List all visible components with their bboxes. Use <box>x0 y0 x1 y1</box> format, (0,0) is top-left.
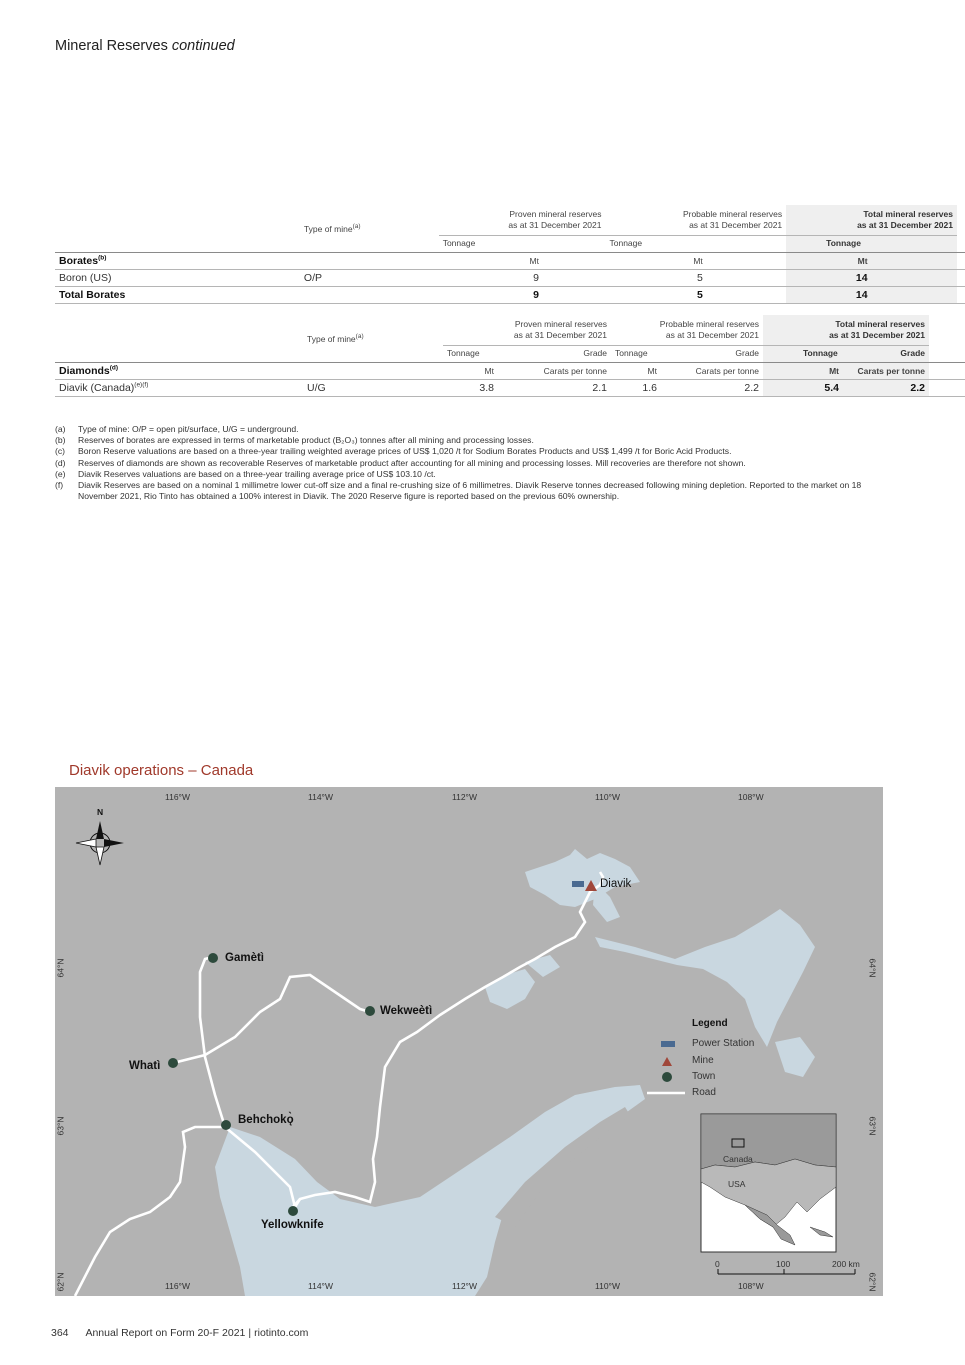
total-header: Total mineral reserves as at 31 December 2021 <box>786 205 957 235</box>
proven-unit-grade: Carats per tonne <box>543 365 607 376</box>
row-probable-grade: 2.2 <box>744 381 759 394</box>
compass-icon <box>76 821 124 865</box>
town-label-whati: Whatì <box>129 1060 161 1072</box>
row-name: Diavik (Canada)$^{(e)(f)}$ <box>59 381 149 394</box>
power-station-marker <box>572 881 584 887</box>
scale-label: 0 <box>715 1259 720 1269</box>
lon-label: 116°W <box>165 1281 190 1291</box>
diamonds-category: Diamonds$^{(d)}$ <box>59 364 119 377</box>
row-probable: 5 <box>696 271 703 284</box>
scale-label: 100 <box>776 1259 791 1269</box>
row-type: O/P <box>303 271 322 284</box>
road <box>173 975 370 1063</box>
proven-unit-mt: Mt <box>484 365 494 376</box>
legend-power-station-icon <box>661 1041 675 1047</box>
town-label-behchoko: Behchokǫ̀ <box>238 1114 294 1126</box>
row-total-tonnage: 5.4 <box>763 379 843 396</box>
footer-link[interactable]: riotinto.com <box>254 1327 309 1339</box>
row-proven-grade: 2.1 <box>592 381 607 394</box>
probable-unit-mt: Mt <box>647 365 657 376</box>
town-wekweeti <box>365 1006 375 1016</box>
total-row-probable: 5 <box>696 288 703 301</box>
type-of-mine-header: Type of mine$^{(a)}$ <box>307 333 364 344</box>
total-unit-mt: Mt <box>763 362 843 379</box>
total-unit-grade: Carats per tonne <box>843 362 929 379</box>
table-row <box>55 269 965 286</box>
probable-unit-grade: Carats per tonne <box>695 365 759 376</box>
footnote: (b) Reserves of borates are expressed in terms of marketable product (B₂O₃) tonnes after all mining and processing losses. <box>55 435 534 446</box>
total-row-proven: 9 <box>533 288 539 301</box>
lon-label: 112°W <box>452 792 477 802</box>
row-proven: 9 <box>533 271 539 284</box>
lon-label: 114°W <box>308 1281 333 1291</box>
town-behchoko <box>221 1120 231 1130</box>
total-header: Total mineral reserves as at 31 December 2021 <box>763 315 929 345</box>
lat-label: 62°N <box>867 1272 878 1292</box>
row-probable-tonnage: 1.6 <box>642 381 657 394</box>
footnote: (e) Diavik Reserves valuations are based on a three-year trailing average price of US$ 103.10 /ct. <box>55 468 436 479</box>
footnote: (c) Boron Reserve valuations are based on a three-year trailing weighted average prices of US$ 1,020 /t for Sodium Borates Products and US$ 1,499 /t for Boric Acid Products. <box>55 446 732 457</box>
total-row <box>55 286 965 303</box>
probable-header: Probable mineral reserves as at 31 December 2021 <box>682 208 783 230</box>
probable-tonnage-label: Tonnage <box>611 345 661 362</box>
road <box>200 957 225 1127</box>
small-lake-3 <box>775 1037 815 1077</box>
town-yellowknife <box>288 1206 298 1216</box>
footnotes <box>55 424 895 502</box>
row-proven-tonnage: 3.8 <box>479 381 494 394</box>
lon-label: 110°W <box>595 792 620 802</box>
lat-label: 64°N <box>55 958 66 978</box>
town-label-yellowknife: Yellowknife <box>261 1219 324 1231</box>
small-lake-2 <box>525 955 560 977</box>
total-grade-label: Grade <box>843 345 929 362</box>
map-title: Diavik operations – Canada <box>69 762 254 779</box>
footnote: (d) Reserves of diamonds are shown as recoverable Reserves of marketable product after accounting for all mining and processing losses. Mill recoveries are therefore not shown. <box>55 457 746 468</box>
borates-table <box>55 205 965 304</box>
lat-label: 62°N <box>55 1272 66 1292</box>
lon-label: 108°W <box>738 792 764 802</box>
town-label-wekweeti: Wekweètì <box>380 1005 433 1017</box>
proven-tonnage-label: Tonnage <box>439 235 606 252</box>
table-row <box>55 379 965 396</box>
probable-unit: Mt <box>693 255 703 266</box>
inset-label-usa: USA <box>728 1179 746 1189</box>
footnote: (f) Diavik Reserves are based on a nominal 1 millimetre lower cut-off size and a final re-crushing size of 6 millimetres. Diavik Reserve tonnes decreased following mining depletion. Reported to the market on 18 November 2021, Rio Tinto has obtained a 100% interest in Diavik. The 2020 Reserve figure is reported based on the previous 60% ownership. <box>55 480 862 502</box>
small-lake-1 <box>485 969 535 1009</box>
page-footer: 364 Annual Report on Form 20-F 2021 | riotinto.com <box>51 1327 309 1339</box>
probable-header: Probable mineral reserves as at 31 December 2021 <box>659 318 759 340</box>
row-total-grade: 2.2 <box>843 379 929 396</box>
total-tonnage-label: Tonnage <box>786 235 957 252</box>
proven-unit: Mt <box>529 255 539 266</box>
diavik-map <box>55 787 883 1296</box>
inset-map <box>701 1114 836 1252</box>
legend-mine-icon <box>662 1057 672 1066</box>
north-label: N <box>97 807 104 817</box>
proven-header: Proven mineral reserves as at 31 December 2021 <box>513 318 607 340</box>
lat-label: 63°N <box>867 1116 878 1136</box>
town-whati <box>168 1058 178 1068</box>
mine-label-diavik: Diavik <box>600 878 632 890</box>
row-name: Boron (US) <box>59 271 112 284</box>
lat-label: 63°N <box>55 1116 66 1136</box>
row-total: 14 <box>786 269 871 286</box>
section-title: Mineral Reserves continued <box>55 38 235 54</box>
lon-label: 108°W <box>738 1281 764 1291</box>
map-canvas <box>55 787 883 1296</box>
town-gameti <box>208 953 218 963</box>
proven-grade-label: Grade <box>498 345 611 362</box>
legend-town-icon <box>662 1072 672 1082</box>
diamonds-table <box>55 315 965 397</box>
scale-bar <box>718 1269 855 1274</box>
probable-grade-label: Grade <box>661 345 763 362</box>
page-number: 364 <box>51 1327 69 1339</box>
row-type: U/G <box>307 381 326 394</box>
legend-title: Legend <box>692 1018 728 1029</box>
probable-tonnage-label: Tonnage <box>606 235 787 252</box>
legend-item: Town <box>692 1071 716 1082</box>
total-unit: Mt <box>786 252 871 269</box>
type-of-mine-header: Type of mine$^{(a)}$ <box>303 223 361 234</box>
total-row-name: Total Borates <box>59 288 126 301</box>
town-label-gameti: Gamètì <box>225 952 264 964</box>
legend-item: Power Station <box>692 1038 755 1049</box>
borates-category: Borates$^{(b)}$ <box>59 254 107 267</box>
lon-label: 112°W <box>452 1281 477 1291</box>
footnote: (a) Type of mine: O/P = open pit/surface, U/G = underground. <box>55 424 299 434</box>
total-tonnage-label: Tonnage <box>763 345 843 362</box>
total-row-total: 14 <box>786 286 871 303</box>
footer-text: Annual Report on Form 20-F 2021 <box>85 1327 246 1339</box>
proven-header: Proven mineral reserves as at 31 December 2021 <box>508 208 602 230</box>
lon-label: 116°W <box>165 792 190 802</box>
scale-label: 200 km <box>832 1259 860 1269</box>
inset-label-canada: Canada <box>723 1154 753 1164</box>
legend-item: Road <box>692 1087 716 1098</box>
proven-tonnage-label: Tonnage <box>443 345 498 362</box>
lon-label: 110°W <box>595 1281 620 1291</box>
lon-label: 114°W <box>308 792 333 802</box>
lat-label: 64°N <box>867 958 878 978</box>
legend-item: Mine <box>692 1055 714 1066</box>
